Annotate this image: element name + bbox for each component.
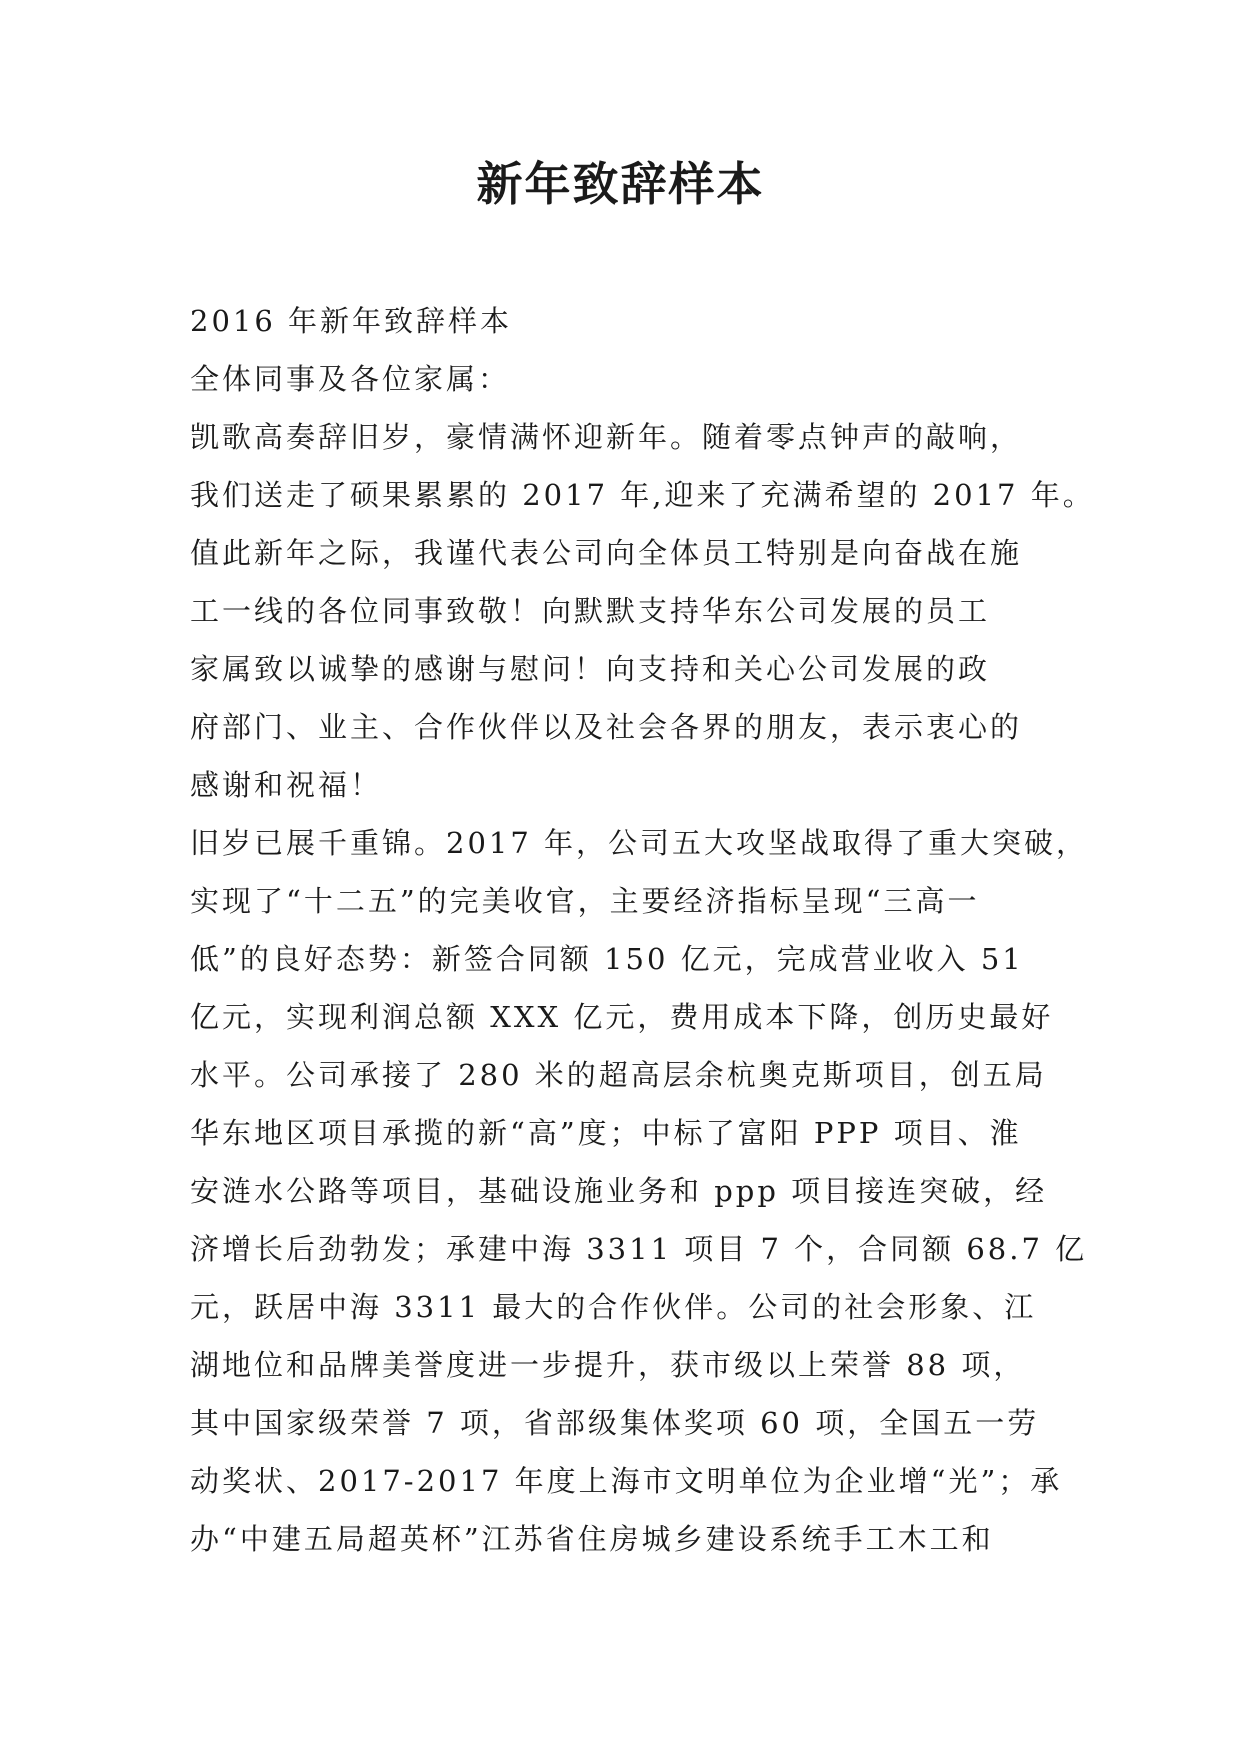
- body-line: 全体同事及各位家属：: [190, 362, 511, 396]
- body-line: 感谢和祝福！: [190, 768, 383, 802]
- body-line: 济增长后劲勃发；承建中海 3311 项目 7 个，合同额 68.7 亿: [190, 1232, 1088, 1266]
- body-line: 其中国家级荣誉 7 项，省部级集体奖项 60 项，全国五一劳: [190, 1406, 1040, 1440]
- body-line: 旧岁已展千重锦。2017 年，公司五大攻坚战取得了重大突破，: [190, 826, 1089, 860]
- body-line: 我们送走了硕果累累的 2017 年,迎来了充满希望的 2017 年。: [190, 478, 1095, 512]
- body-line: 华东地区项目承揽的新“高”度；中标了富阳 PPP 项目、淮: [190, 1116, 1022, 1150]
- body-line: 2016 年新年致辞样本: [190, 304, 513, 338]
- document-title: 新年致辞样本: [476, 157, 765, 211]
- body-line: 亿元，实现利润总额 XXX 亿元，费用成本下降，创历史最好: [190, 1000, 1054, 1034]
- document-body: [190, 292, 1095, 1568]
- body-line: 实现了“十二五”的完美收官，主要经济指标呈现“三高一: [190, 884, 980, 918]
- body-line: 家属致以诚挚的感谢与慰问！向支持和关心公司发展的政: [190, 652, 991, 686]
- body-line: 凯歌高奏辞旧岁，豪情满怀迎新年。随着零点钟声的敲响，: [190, 420, 1023, 454]
- body-line: 工一线的各位同事致敬！向默默支持华东公司发展的员工: [190, 594, 991, 628]
- body-line: 水平。公司承接了 280 米的超高层余杭奥克斯项目，创五局: [190, 1058, 1047, 1092]
- body-line: 值此新年之际，我谨代表公司向全体员工特别是向奋战在施: [190, 536, 1023, 570]
- body-line: 府部门、业主、合作伙伴以及社会各界的朋友，表示衷心的: [190, 710, 1023, 744]
- body-line: 湖地位和品牌美誉度进一步提升，获市级以上荣誉 88 项，: [190, 1348, 1026, 1382]
- body-line: 办“中建五局超英杯”江苏省住房城乡建设系统手工木工和: [190, 1522, 994, 1556]
- body-line: 元，跃居中海 3311 最大的合作伙伴。公司的社会形象、江: [190, 1290, 1037, 1324]
- body-line: 低”的良好态势：新签合同额 150 亿元，完成营业收入 51: [190, 942, 1024, 976]
- body-line: 安涟水公路等项目，基础设施业务和 ppp 项目接连突破，经: [190, 1174, 1048, 1208]
- body-line: 动奖状、2017-2017 年度上海市文明单位为企业增“光”；承: [190, 1464, 1063, 1498]
